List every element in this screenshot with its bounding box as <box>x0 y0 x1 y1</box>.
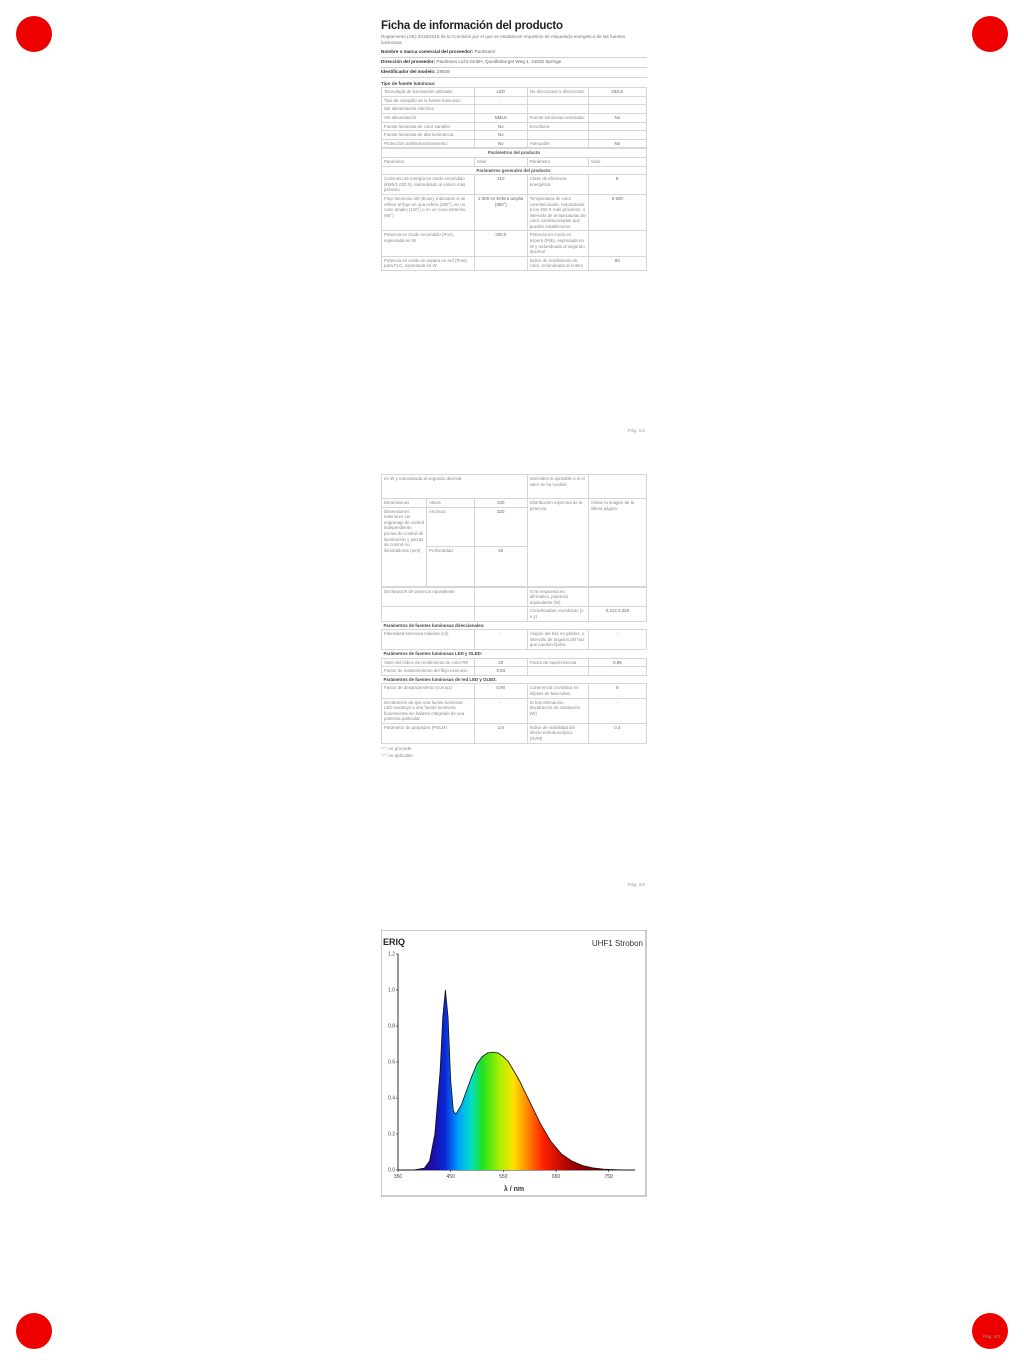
param-label: Coordenadas cromáticas (x e y) <box>527 607 588 621</box>
page-title: Ficha de información del producto <box>381 20 563 32</box>
param-value: 210 <box>474 175 527 195</box>
param-label: Factor de mantenimiento del flujo luminoso <box>382 667 475 676</box>
data-point <box>540 1123 541 1124</box>
page-number: Pág. 2/3 <box>627 882 645 887</box>
table-row <box>382 658 647 667</box>
param-label: Sin alimentación eléctrica <box>382 105 475 114</box>
param-value: 20 <box>474 658 527 667</box>
height-value: 430 <box>474 499 527 508</box>
param-value: - <box>474 96 527 105</box>
param-value <box>474 587 527 607</box>
data-point <box>529 1101 530 1102</box>
table-row <box>382 105 647 114</box>
data-point <box>514 1071 515 1072</box>
param-label: Envoltorio: <box>527 122 588 131</box>
param-value: - <box>588 698 646 723</box>
table-row <box>382 607 647 621</box>
param-value <box>474 105 527 114</box>
section-heading: Parámetros de fuentes luminosas de red LED y OLED: <box>383 676 497 682</box>
chart-header-right: UHF1 Strobon <box>591 939 643 948</box>
param-value: 200,0 <box>474 231 527 256</box>
table-row <box>382 113 647 122</box>
param-value <box>588 105 646 114</box>
data-point <box>624 1170 625 1171</box>
table-row <box>382 231 647 256</box>
x-tick-label: 450 <box>446 1174 455 1180</box>
type-section-heading: Tipo de fuente luminosa: <box>381 81 436 87</box>
param-label: Temperatura de color correlacionada, redondeada a los 100 K más próximos, o intervalo de temperaturas de color correlacionadas que pueden establecerse <box>527 194 588 231</box>
y-tick-label: 0.6 <box>388 1059 395 1066</box>
width-label: Anchura <box>427 507 475 547</box>
params-col-header: Parámetro <box>527 157 588 166</box>
param-label: Potencia en modo encendido (Pon), expresada en W <box>382 231 475 256</box>
document-page-1 <box>381 20 647 435</box>
table-cell <box>588 475 646 499</box>
data-point <box>482 1056 483 1057</box>
param-label: Si hay afirmación, declaración de sustitución (W) <box>527 698 588 723</box>
supplier-label: Nombre o marca comercial del proveedor: <box>381 49 474 55</box>
depth-label: Profundidad <box>427 547 475 587</box>
param-label <box>527 96 588 105</box>
param-value <box>588 231 646 256</box>
param-label: Declaración de potencia equivalente <box>382 587 475 607</box>
data-point <box>493 1052 494 1053</box>
param-label: Protección antideslumbramiento: <box>382 139 475 148</box>
param-value: 6 <box>588 684 646 698</box>
section-heading: Parámetros de fuentes luminosas direccionales: <box>383 622 485 628</box>
param-value: 0,4 <box>588 723 646 743</box>
param-value <box>474 256 527 270</box>
data-point <box>614 1169 615 1170</box>
data-point <box>424 1168 425 1169</box>
data-point <box>508 1062 509 1063</box>
data-point <box>456 1114 457 1115</box>
intro-text: Reglamento (UE) 2019/2015 de la Comisión por el que se establecen requisitos de etiquetado energético de las fuentes luminosas <box>381 34 626 45</box>
chart-header-left: ERIQ <box>383 937 406 947</box>
data-point <box>450 1080 451 1081</box>
document-page-3 <box>381 930 647 1200</box>
table-cell: Intervalos si ajustable o si el valor se ha medido <box>527 475 588 499</box>
model-field <box>381 68 647 78</box>
param-value: 0,90 <box>474 684 527 698</box>
param-value: - <box>588 630 646 650</box>
table-row <box>382 667 647 676</box>
spectral-value: Véase la imagen de la última página <box>588 499 646 587</box>
data-point <box>550 1141 551 1142</box>
section-row <box>382 675 647 684</box>
table-row <box>382 630 647 650</box>
param-label: Consumo de energía en modo encendido (kWh/1 000 h), redondeado al entero más próximo <box>382 175 475 195</box>
general-params-heading: Parámetros generales del producto: <box>382 166 647 175</box>
params-col-header: Parámetro <box>382 157 475 166</box>
param-value: No <box>588 139 646 148</box>
supplier-value: Paulmann <box>474 49 496 55</box>
height-label: Altura <box>427 499 475 508</box>
supplier-field <box>381 48 647 58</box>
params-col-header: Valor <box>474 157 527 166</box>
data-point <box>442 1017 443 1018</box>
data-point <box>519 1080 520 1081</box>
continuation-table <box>381 474 647 587</box>
data-point <box>429 1161 430 1162</box>
param-label: Fuente luminosa de alta luminancia: <box>382 131 475 140</box>
footnote: "-": no procede <box>381 745 412 751</box>
params-table <box>381 148 647 271</box>
data-point <box>461 1105 462 1106</box>
corner-marker-bottom-right <box>972 1313 1008 1349</box>
param-label <box>382 607 475 621</box>
data-point <box>487 1053 488 1054</box>
table-row <box>382 96 647 105</box>
param-value: No <box>474 139 527 148</box>
spectrum-area <box>398 990 635 1170</box>
table-row <box>382 175 647 195</box>
footnote: "-": no aplicable <box>381 752 413 758</box>
corner-marker-bottom-left <box>16 1313 52 1349</box>
y-tick-label: 0.8 <box>388 1023 395 1030</box>
param-label: Flujo luminoso útil (Φuse), indicando si se refiere al flujo en una esfera (360°), en un cono amplio (120°) o en un cono estrecho (90°) <box>382 194 475 231</box>
page-number: Pág. 3/3 <box>983 1334 1001 1339</box>
y-tick-label: 0.4 <box>388 1095 395 1102</box>
data-point <box>466 1091 467 1092</box>
data-point <box>603 1169 604 1170</box>
param-value: 0,93 <box>474 667 527 676</box>
param-label: Factor de supervivencia <box>527 658 588 667</box>
data-point <box>593 1168 594 1169</box>
param-label: Fuente luminosa de color variable: <box>382 122 475 131</box>
outer-dimensions-label: Dimensiones exteriores sin engranaje de control independiente, piezas de control de iluminación y piezas de control no iluminadoras (mm) <box>382 507 427 586</box>
param-label: Índice de visibilidad del efecto estroboscópico (SVM) <box>527 723 588 743</box>
table-row <box>382 587 647 607</box>
param-label <box>527 105 588 114</box>
param-value <box>588 131 646 140</box>
data-point <box>453 1110 454 1111</box>
param-value <box>474 607 527 621</box>
param-label: Índice de rendimiento de color, redondeado al entero <box>527 256 588 270</box>
param-label: Factor de desplazamiento (cos φ1) <box>382 684 475 698</box>
param-label: Coherencia cromática en elipses de MacAdam <box>527 684 588 698</box>
x-tick-label: 550 <box>499 1174 508 1180</box>
param-value: No <box>474 131 527 140</box>
param-label: Ángulo del haz en grados, o intervalo de ángulos del haz que pueden fijarse <box>527 630 588 650</box>
corner-marker-top-right <box>972 16 1008 52</box>
document-page-2 <box>381 474 647 889</box>
param-label: Si la respuesta es afirmativa, potencia equivalente (W) <box>527 587 588 607</box>
param-value <box>588 122 646 131</box>
y-tick-label: 0.2 <box>388 1131 395 1138</box>
y-tick-label: 1.0 <box>388 987 395 994</box>
x-axis-label: λ / nm <box>503 1186 525 1193</box>
data-point <box>635 1170 636 1171</box>
data-point <box>435 1134 436 1135</box>
param-value: NMLS <box>474 113 527 122</box>
y-tick-label: 1.2 <box>388 951 395 958</box>
page-number: Pág. 1/3 <box>627 428 645 433</box>
data-point <box>498 1053 499 1054</box>
param-value <box>588 587 646 607</box>
data-point <box>440 1071 441 1072</box>
param-value: NDLS <box>588 88 646 97</box>
x-tick-label: 750 <box>604 1174 613 1180</box>
param-value: 6 500 <box>588 194 646 231</box>
data-point <box>503 1056 504 1057</box>
param-label: Potencia en modo en espera (Psb), expresada en W y redondeada al segundo decimal <box>527 231 588 256</box>
data-point <box>477 1064 478 1065</box>
table-row <box>382 698 647 723</box>
param-label: Tipo de casquillo de la fuente luminosa: <box>382 96 475 105</box>
param-value: - <box>474 698 527 723</box>
data-point <box>572 1161 573 1162</box>
param-label: Sin alimentación <box>382 113 475 122</box>
address-value: Paulmann Licht GmbH, Quedlinburger Weg 1, 31832 Springe <box>436 59 562 65</box>
param-value: No <box>588 113 646 122</box>
width-value: 320 <box>474 507 527 547</box>
data-point <box>471 1076 472 1077</box>
data-point <box>445 990 446 991</box>
table-row <box>382 139 647 148</box>
param-label <box>527 131 588 140</box>
y-tick-label: 0.0 <box>388 1167 395 1174</box>
param-value: LED <box>474 88 527 97</box>
spectral-label: Distribución espectral de la potencia <box>527 499 588 587</box>
param-label: Parámetro de parpadeo (PstLM) <box>382 723 475 743</box>
spectrum-chart <box>381 930 647 1200</box>
table-row <box>382 88 647 97</box>
param-label: Valor del índice de rendimiento de color R9 <box>382 658 475 667</box>
table-cell: en W y redondeada al segundo decimal <box>382 475 528 499</box>
model-label: Identificador del modelo: <box>381 69 436 75</box>
param-value: 1,0 <box>474 723 527 743</box>
section-row <box>382 621 647 630</box>
table-row <box>382 194 647 231</box>
table-row <box>382 723 647 743</box>
section-row <box>382 649 647 658</box>
param-label: Atenuable: <box>527 139 588 148</box>
param-label <box>527 667 588 676</box>
params-table-2 <box>381 587 647 744</box>
param-label: No direccional o direccional: <box>527 88 588 97</box>
param-label: Tecnología de iluminación utilizada: <box>382 88 475 97</box>
param-value <box>588 96 646 105</box>
address-field <box>381 58 647 68</box>
depth-value: 45 <box>474 547 527 587</box>
dimensions-label: Dimensiones <box>382 499 427 508</box>
table-row <box>382 131 647 140</box>
table-row <box>382 684 647 698</box>
data-point <box>448 1017 449 1018</box>
param-label: Declaración de que una fuente luminosa LED sustituye a una fuente luminosa fluorescente sin balasto integrado de una potencia particular <box>382 698 475 723</box>
param-label: Potencia en modo en espera en red (Pnet) para FLC, expresada en W <box>382 256 475 270</box>
table-row <box>382 122 647 131</box>
x-tick-label: 650 <box>551 1174 561 1180</box>
param-value: 80 <box>588 256 646 270</box>
param-label: Fuente luminosa conectada: <box>527 113 588 122</box>
data-point <box>561 1154 562 1155</box>
param-label: Clase de eficiencia energética <box>527 175 588 195</box>
section-heading: Parámetros de fuentes luminosas LED y OLED: <box>383 650 483 656</box>
data-point <box>582 1165 583 1166</box>
data-point <box>414 1170 415 1171</box>
param-value: - <box>474 630 527 650</box>
param-value: 0,95 <box>588 658 646 667</box>
type-table <box>381 87 647 148</box>
param-value <box>588 667 646 676</box>
param-value: No <box>474 122 527 131</box>
param-label: Intensidad luminosa máxima (cd) <box>382 630 475 650</box>
corner-marker-top-left <box>16 16 52 52</box>
param-value: 0,313 0,329 <box>588 607 646 621</box>
params-heading: Parámetros del producto <box>382 149 647 158</box>
address-label: Dirección del proveedor: <box>381 59 436 65</box>
x-tick-label: 350 <box>393 1174 403 1180</box>
model-value: 28939 <box>436 69 450 75</box>
params-col-header: Valor <box>588 157 646 166</box>
param-value: E <box>588 175 646 195</box>
data-point <box>524 1091 525 1092</box>
table-row <box>382 256 647 270</box>
param-value: 2 600 en Esfera amplia (360°) <box>474 194 527 231</box>
